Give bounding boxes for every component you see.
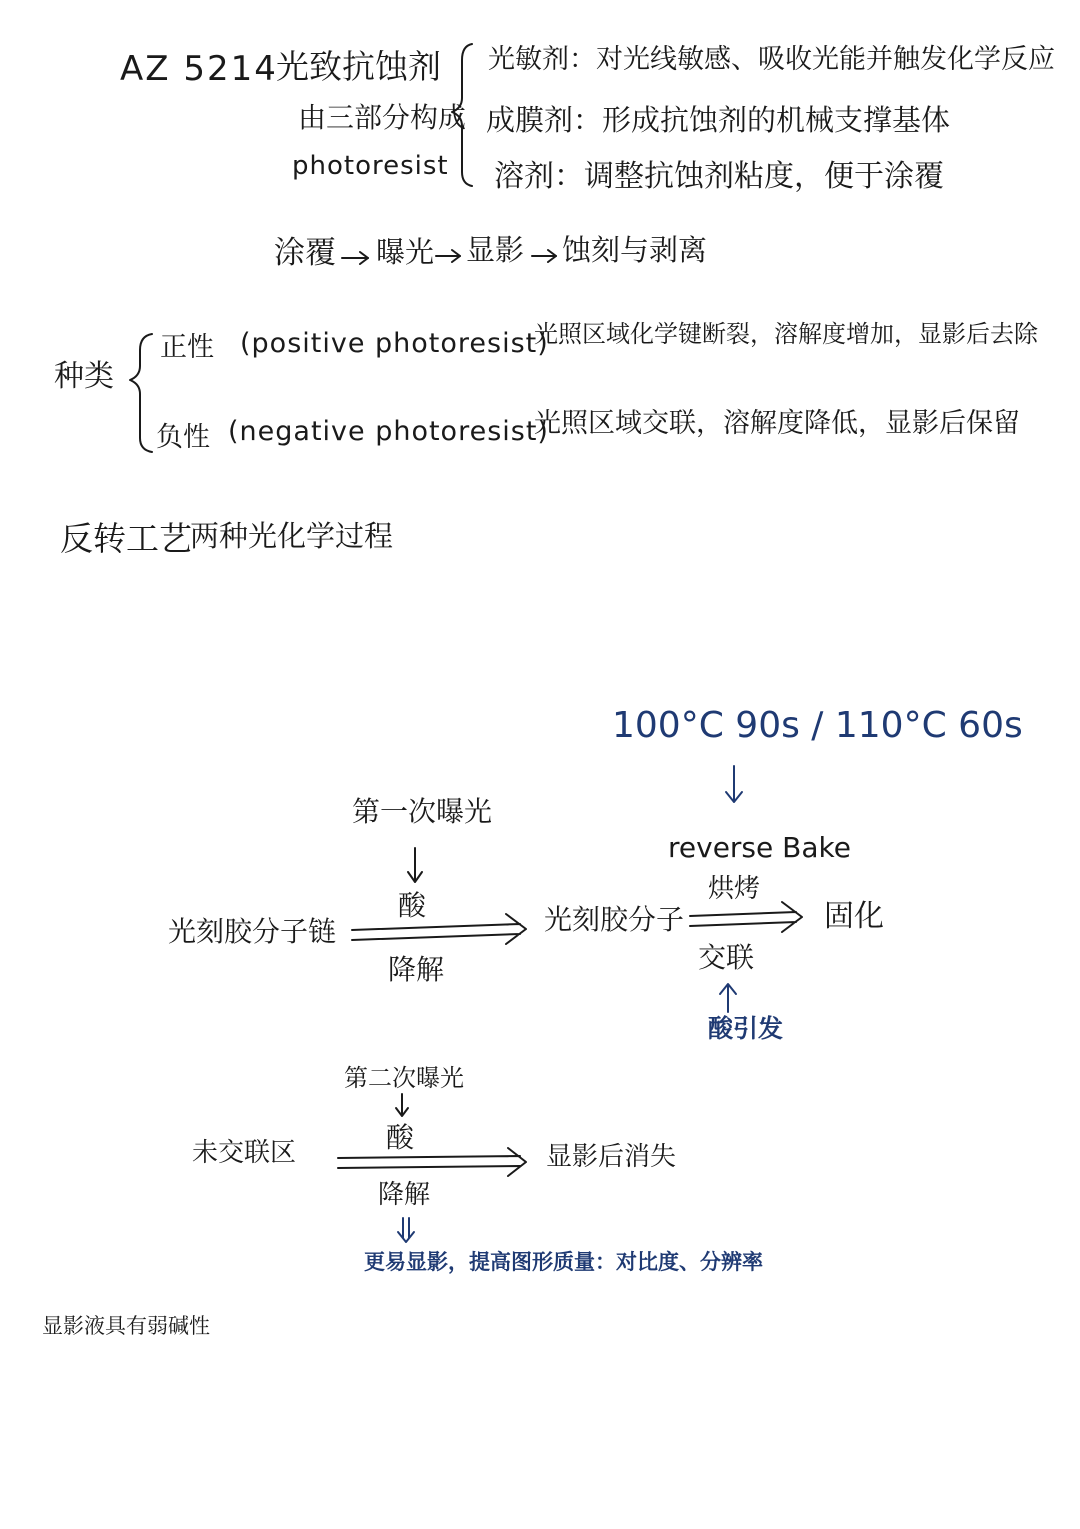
process-step-develop: 显影 — [466, 233, 525, 267]
acid-label: 酸 — [398, 889, 427, 922]
molecule-label: 光刻胶分子 — [544, 903, 685, 936]
intro-title: 光致抗蚀剂 — [276, 47, 441, 86]
type-negative-english: (negative photoresist) — [228, 416, 549, 447]
bake-label: 烘烤 — [708, 874, 761, 904]
process-step-expose: 曝光 — [376, 235, 435, 269]
type-positive-desc: 光照区域化学键断裂，溶解度增加，显影后去除 — [534, 320, 1038, 348]
crosslink-label: 交联 — [698, 941, 755, 974]
chain-label: 光刻胶分子链 — [168, 915, 337, 948]
reversal-subtitle: 两种光化学过程 — [190, 519, 394, 553]
disappear-label: 显影后消失 — [546, 1142, 677, 1172]
acid-trigger-label: 酸引发 — [708, 1014, 784, 1043]
developer-note: 显影液具有弱碱性 — [42, 1314, 210, 1338]
first-exposure-label: 第一次曝光 — [352, 795, 493, 828]
type-negative-name: 负性 — [156, 422, 210, 453]
component-sensitizer: 光敏剂：对光线敏感、吸收光能并触发化学反应 — [488, 44, 1055, 75]
component-film-former: 成膜剂：形成抗蚀剂的机械支撑基体 — [486, 103, 951, 137]
component-solvent: 溶剂：调整抗蚀剂粘度，便于涂覆 — [494, 159, 944, 194]
intro-sub: 由三部分构成 — [298, 101, 467, 134]
cure-label: 固化 — [824, 899, 884, 934]
reverse-bake-label: reverse Bake — [668, 831, 851, 864]
type-negative-desc: 光照区域交联，溶解度降低，显影后保留 — [534, 408, 1020, 439]
second-exposure-label: 第二次曝光 — [344, 1064, 464, 1092]
types-label: 种类 — [54, 359, 114, 394]
benefit-note: 更易显影，提高图形质量：对比度、分辨率 — [364, 1250, 763, 1274]
degrade-double-arrow — [352, 914, 526, 944]
types-brace — [130, 334, 152, 452]
product-code: AZ 5214 — [120, 49, 278, 89]
benefit-double-arrow — [398, 1218, 414, 1242]
type-positive-name: 正性 — [160, 332, 214, 363]
type-positive-english: (positive photoresist) — [240, 328, 549, 359]
process-step-coat: 涂覆 — [274, 235, 336, 271]
uncrosslinked-label: 未交联区 — [192, 1138, 297, 1168]
bake-double-arrow — [690, 902, 802, 932]
process-step-etch-strip: 蚀刻与剥离 — [562, 233, 708, 267]
degrade-label: 降解 — [388, 953, 445, 986]
reversal-title: 反转工艺 — [60, 519, 192, 558]
intro-english: photoresist — [292, 151, 449, 181]
degrade2-label: 降解 — [378, 1180, 431, 1210]
bake-params: 100°C 90s / 110°C 60s — [612, 705, 1023, 746]
acid2-label: 酸 — [386, 1121, 415, 1154]
degrade2-double-arrow — [338, 1148, 526, 1176]
